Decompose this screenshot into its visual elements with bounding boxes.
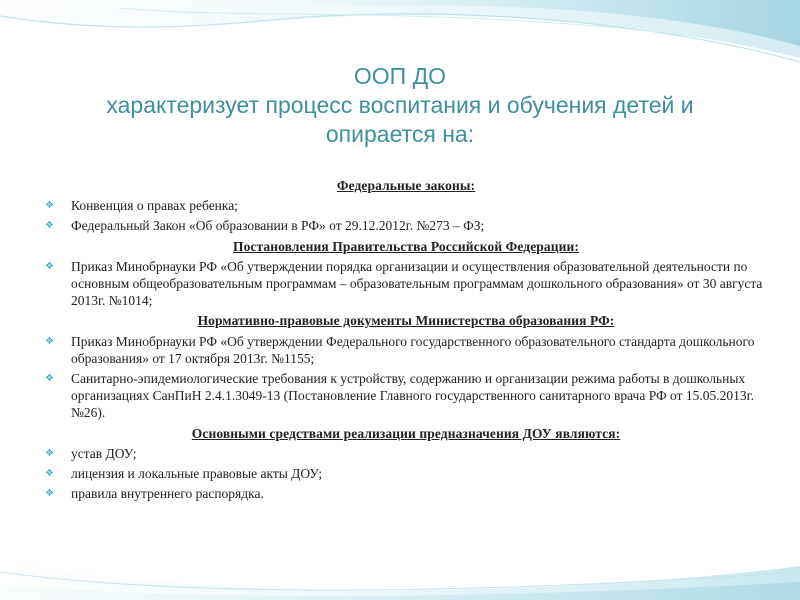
diamond-bullet-icon: ❖ [45, 335, 54, 347]
diamond-bullet-icon: ❖ [45, 373, 54, 385]
section-heading-government-resolutions: Постановления Правительства Российской Федерации: [232, 238, 579, 254]
list-item-text: Санитарно-эпидемиологические требования к устройству, содержанию и организации режима работы в дошкольных организациях СанПиН 2.4.1.3049-13 (Постановление Главного государственного санитарного врача РФ от 15.05.2013г. №26). [71, 371, 754, 421]
list-item [45, 333, 767, 367]
slide-title [20, 62, 780, 149]
list-item-text: Конвенция о правах ребенка; [71, 198, 239, 214]
slide-content [45, 176, 767, 505]
ministry-documents-list [45, 333, 767, 422]
main-means-list [45, 445, 767, 503]
list-item-text: правила внутреннего распорядка. [71, 486, 264, 502]
section-heading-ministry-documents: Нормативно-правовые документы Министерства образования РФ: [197, 313, 615, 329]
list-item [45, 197, 767, 214]
list-item-text: Приказ Минобрнауки РФ «Об утверждении порядка организации и осуществления образовательной деятельности по основным общеобразовательным программам – образовательным программам дошкольного образования» от 30 августа 2013г. №1014; [71, 258, 763, 309]
list-item [45, 465, 767, 482]
title-line-1: ООП ДО [353, 63, 447, 89]
list-item-text: Приказ Минобрнауки РФ «Об утверждении Федерального государственного образовательного стандарта дошкольного образования» от 17 октября 2013г. №1155; [71, 333, 755, 366]
diamond-bullet-icon: ❖ [45, 260, 54, 272]
list-item-text: устав ДОУ; [71, 445, 137, 461]
diamond-bullet-icon: ❖ [45, 200, 54, 212]
list-item [45, 445, 767, 462]
diamond-bullet-icon: ❖ [45, 447, 54, 459]
title-line-3: опирается на: [325, 121, 475, 147]
diamond-bullet-icon: ❖ [45, 468, 54, 480]
list-item [45, 485, 767, 502]
section-heading-federal-laws: Федеральные законы: [336, 178, 476, 193]
list-item-text: лицензия и локальные правовые акты ДОУ; [71, 466, 323, 482]
section-heading-main-means: Основными средствами реализации предназначения ДОУ являются: [191, 425, 621, 441]
government-resolutions-list [45, 258, 767, 310]
list-item [45, 370, 767, 422]
list-item [45, 217, 767, 234]
list-item [45, 258, 767, 310]
list-item-text: Федеральный Закон «Об образовании в РФ» от 29.12.2012г. №273 – ФЗ; [71, 218, 485, 234]
diamond-bullet-icon: ❖ [45, 220, 54, 232]
diamond-bullet-icon: ❖ [45, 488, 54, 500]
title-line-2: характеризует процесс воспитания и обучения детей и [106, 92, 694, 118]
federal-laws-list [45, 197, 767, 234]
